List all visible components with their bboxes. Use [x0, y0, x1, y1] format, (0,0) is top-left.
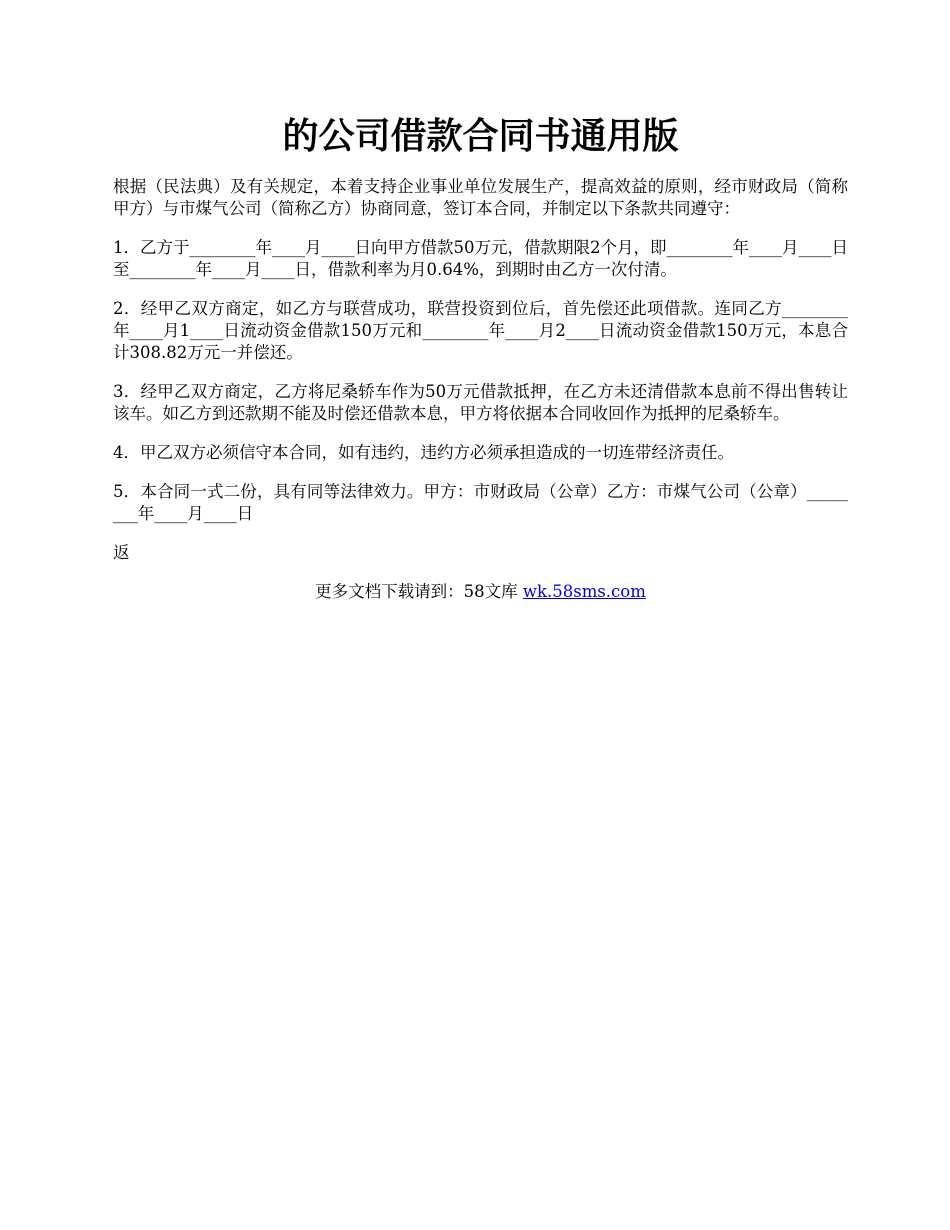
document-page	[113, 110, 848, 603]
intro-paragraph: 根据（民法典）及有关规定，本着支持企业事业单位发展生产，提高效益的原则，经市财政局（简称甲方）与市煤气公司（简称乙方）协商同意，签订本合同，并制定以下条款共同遵守：	[113, 177, 848, 218]
clause-5: 5．本合同一式二份，具有同等法律效力。甲方：市财政局（公章）乙方：市煤气公司（公章）________年____月____日	[113, 482, 848, 523]
clause-1: 1．乙方于________年____月____日向甲方借款50万元，借款期限2个月，即________年____月____日至________年____月____日，借款利率为月0.64%，到期时由乙方一次付清。	[113, 238, 848, 279]
footer-prefix: 更多文档下载请到：58文库	[315, 582, 523, 601]
trailing-text: 返	[113, 543, 130, 562]
clause-3: 3．经甲乙双方商定，乙方将尼桑轿车作为50万元借款抵押，在乙方未还清借款本息前不得出售转让该车。如乙方到还款期不能及时偿还借款本息，甲方将依据本合同收回作为抵押的尼桑轿车。	[113, 382, 848, 423]
footer-link[interactable]: wk.58sms.com	[522, 582, 646, 601]
download-footer	[113, 581, 848, 603]
clause-2: 2．经甲乙双方商定，如乙方与联营成功，联营投资到位后，首先偿还此项借款。连同乙方________年____月1____日流动资金借款150万元和________年____月2____日流动资金借款150万元，本息合计308.82万元一并偿还。	[113, 299, 848, 362]
clause-4: 4．甲乙双方必须信守本合同，如有违约，违约方必须承担造成的一切连带经济责任。	[113, 443, 734, 462]
document-title: 的公司借款合同书通用版	[282, 115, 679, 157]
